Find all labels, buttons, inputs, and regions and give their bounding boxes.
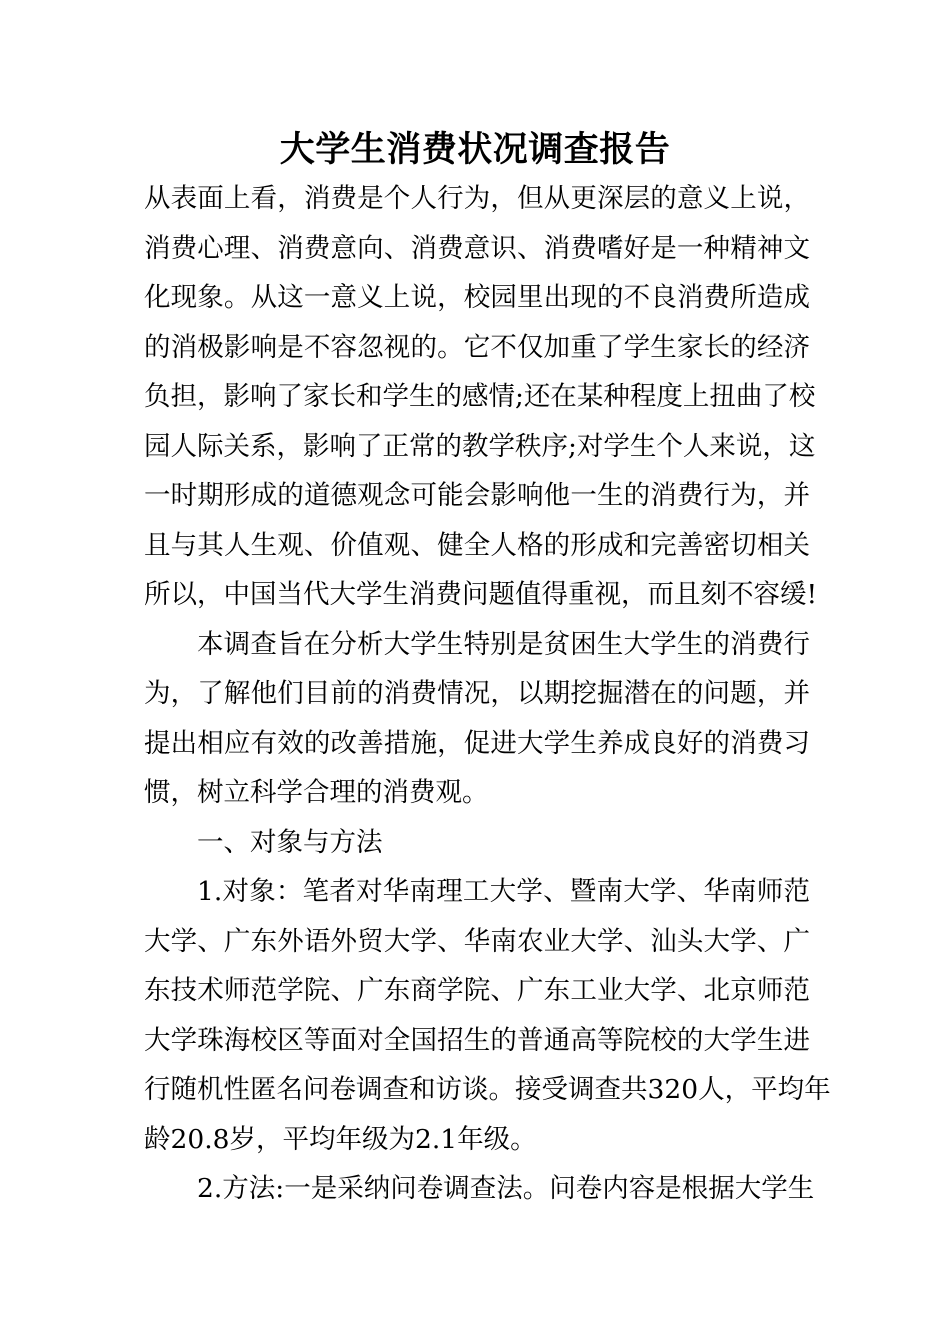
paragraph-line: 为，了解他们目前的消费情况，以期挖掘潜在的问题，并 [144,678,810,709]
paragraph-line: 从表面上看，消费是个人行为，但从更深层的意义上说， [144,183,810,214]
paragraph-line: 园人际关系，影响了正常的教学秩序;对学生个人来说，这 [144,430,816,462]
paragraph-line: 行随机性匿名问卷调查和访谈。接受调查共320人，平均年 [144,1074,831,1105]
paragraph-line: 大学珠海校区等面对全国招生的普通高等院校的大学生进 [144,1024,810,1056]
paragraph-line: 一时期形成的道德观念可能会影响他一生的消费行为，并 [144,480,810,511]
paragraph-line: 惯，树立科学合理的消费观。 [144,777,489,808]
document-body [144,174,831,1214]
paragraph-line: 提出相应有效的改善措施，促进大学生养成良好的消费习 [144,727,810,759]
paragraph-line: 消费心理、消费意向、消费意识、消费嗜好是一种精神文 [144,232,810,264]
paragraph-line: 龄20.8岁，平均年级为2.1年级。 [144,1123,537,1155]
paragraph-line: 大学、广东外语外贸大学、华南农业大学、汕头大学、广 [144,925,810,957]
paragraph-line: 1.对象：笔者对华南理工大学、暨南大学、华南师范 [197,876,810,907]
document-title: 大学生消费状况调查报告 [279,130,671,170]
paragraph-line: 所以，中国当代大学生消费问题值得重视，而且刻不容缓! [144,579,818,610]
paragraph-line: 且与其人生观、价值观、健全人格的形成和完善密切相关 [144,529,810,561]
paragraph-line: 2.方法:一是采纳问卷调查法。问卷内容是根据大学生 [197,1173,815,1204]
section-heading: 一、对象与方法 [197,826,383,858]
paragraph-line: 的消极影响是不容忽视的。它不仅加重了学生家长的经济 [144,331,810,363]
paragraph-line: 本调查旨在分析大学生特别是贫困生大学生的消费行 [197,628,810,660]
paragraph-line: 东技术师范学院、广东商学院、广东工业大学、北京师范 [144,975,810,1006]
paragraph-line: 化现象。从这一意义上说，校园里出现的不良消费所造成 [144,282,810,313]
paragraph-line: 负担，影响了家长和学生的感情;还在某种程度上扭曲了校 [144,381,816,412]
